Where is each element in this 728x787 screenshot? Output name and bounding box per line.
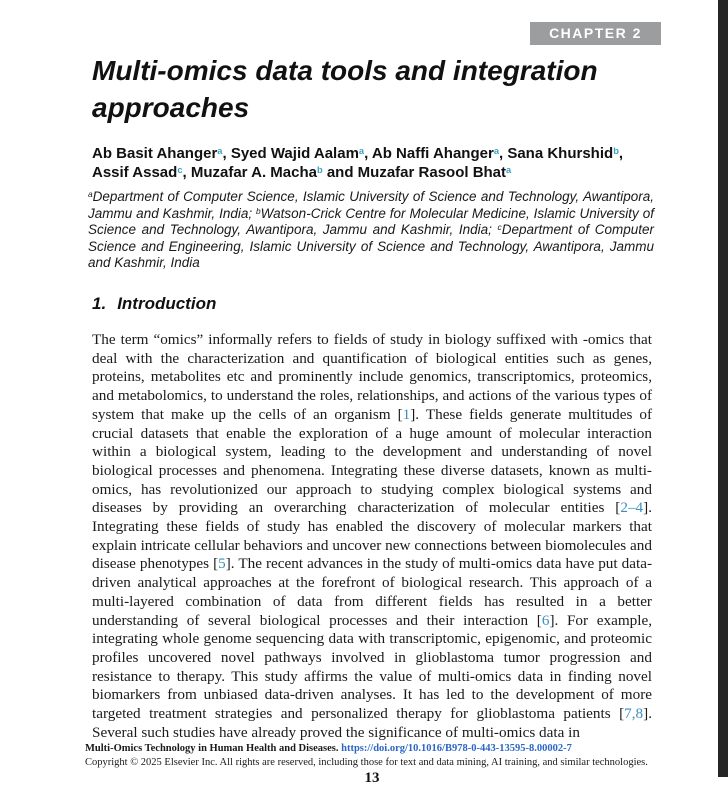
section-number: 1. <box>92 294 107 313</box>
doi-link[interactable]: https://doi.org/10.1016/B978-0-443-13595-8.00002-7 <box>341 743 572 754</box>
citation-reference[interactable]: 1 <box>402 405 411 423</box>
book-title: Multi-Omics Technology in Human Health and Diseases. <box>85 743 339 754</box>
copyright-notice: Copyright © 2025 Elsevier Inc. All rights are reserved, including those for text and data mining, AI training, and similar technologies. <box>85 757 648 768</box>
affiliation-list: $^a$Department of Computer Science, Islamic University of Science and Technology, Awantipora, Jammu and Kashmir, India; $^b$Watson-Crick Centre for Molecular Medicine, Islamic University of Science and Technology, Awantipora, Jammu and Kashmir, India; $^c$Department of Computer Science and Engineering, Islamic University of Science and Technology, Awantipora, Jammu and Kashmir, India <box>88 189 654 271</box>
chapter-title: Multi-omics data tools and integration approaches <box>92 55 598 123</box>
introduction-paragraph: The term “omics” informally refers to fields of study in biology suffixed with -omics that deal with the characterization and quantification of biological entities such as genes, proteins, metabolites etc and prominently include genomics, transcriptomics, proteomics, and metabolomics, to understand the roles, relationships, and actions of the various types of system that make up the cells of an organism [1]. These fields generate multitudes of crucial datasets that enable the exploration of a huge amount of molecular interaction within a biological system, leading to the development and understanding of novel biological processes and phenomena. Integrating these diverse datasets, known as multi-omics, has revolutionized our approach to studying complex biological systems and diseases by providing an overarching characterization of molecular entities [2–4]. Integrating these fields of study has enabled the discovery of molecular markers that explain intricate cellular behaviors and uncover new connections between biomolecules and disease phenotypes [5]. The recent advances in the study of multi-omics data have put data-driven analytical approaches at the forefront of biological research. This approach of a multi-layered combination of data from different fields has resulted in a better understanding of several biological processes and their interaction [6]. For example, integrating whole genome sequencing data with transcriptomic, epigenomic, and proteomic profiles uncovered novel pathways involved in glioblastoma tumor progression and resistance to therapy. This study affirms the value of multi-omics data in finding novel biomarkers from unbiased data-driven analyses. It has led to the development of more targeted treatment strategies and personalized therapy for glioblastoma patients [7,8]. Several such studies have already proved the significance of multi-omics data in <box>92 331 652 741</box>
window-edge-bar <box>718 0 728 777</box>
citation-reference[interactable]: 2–4 <box>620 499 644 517</box>
citation-reference[interactable]: 5 <box>218 555 226 573</box>
author-list: Ab Basit Ahanger$^a$, Syed Wajid Aalam$^a$, Ab Naffi Ahanger$^a$, Sana Khurshid$^b$, Assif Assad$^c$, Muzafar A. Macha$^b$ and Muzafar Rasool Bhat$^a$ <box>92 145 624 181</box>
section-title: Introduction <box>117 294 217 313</box>
page-number: 13 <box>364 770 380 786</box>
chapter-badge: CHAPTER 2 <box>530 22 661 45</box>
section-heading-introduction <box>92 294 216 314</box>
page-footer <box>85 742 663 769</box>
citation-reference[interactable]: 7,8 <box>624 705 644 723</box>
citation-reference[interactable]: 6 <box>541 611 550 629</box>
footer-citation-line <box>85 742 663 755</box>
